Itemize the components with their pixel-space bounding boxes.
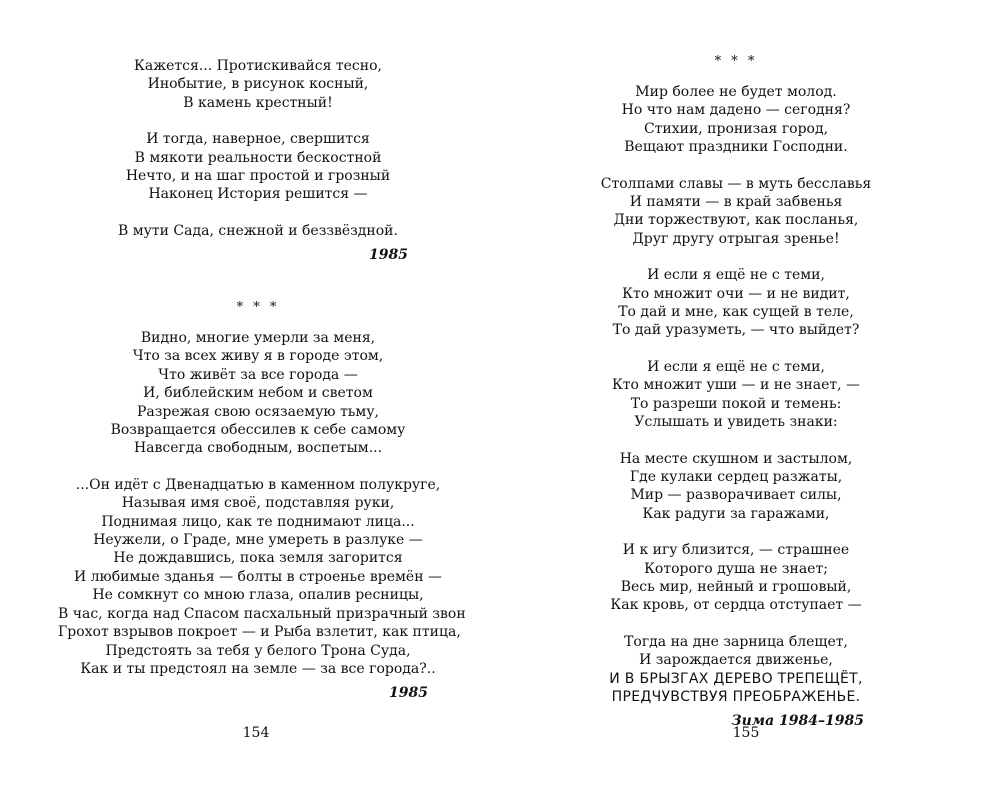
poem-line: То дай уразуметь, — что выйдет? <box>612 322 860 339</box>
page-number: 154 <box>242 725 270 741</box>
poem-line: Возвращается обессилев к себе самому <box>110 422 406 439</box>
poem-line: Неужели, о Граде, мне умереть в разлуке — <box>93 532 423 549</box>
poem-line: Как радуги за гаражами, <box>642 505 830 522</box>
stanza <box>586 633 886 707</box>
poem-line: Как и ты предстоял на земле — за все города?.. <box>80 660 436 677</box>
poem-line: Которого душа не знает; <box>644 560 828 577</box>
poem-date: Зима 1984–1985 <box>731 713 864 730</box>
poem-line: Называя имя своё, подставляя руки, <box>121 495 395 512</box>
poem-line: То разреши покой и темень: <box>630 395 842 412</box>
poem-line: На месте скушном и застылом, <box>619 450 853 467</box>
poem-line: Друг другу отрыгая зренье! <box>632 230 840 247</box>
poem-line: ...Он идёт с Двенадцатью в каменном полукруге, <box>75 476 441 493</box>
poem-line: Кто множит уши — и не знает, — <box>611 377 861 394</box>
poem-line: В час, когда над Спасом пасхальный призрачный звон <box>58 605 466 622</box>
poem-line-caps: ПРЕДЧУВСТВУЯ ПРЕОБРАЖЕНЬЕ. <box>611 688 861 705</box>
stanza <box>586 450 886 524</box>
poem-line: Предстоять за тебя у белого Трона Суда, <box>105 642 411 659</box>
stanza <box>58 476 466 678</box>
poem-line: Что живёт за все города — <box>158 366 358 383</box>
poem-line: Услышать и увидеть знаки: <box>634 414 838 431</box>
stanza <box>108 130 408 204</box>
stanza <box>586 541 886 615</box>
poem-line: И если я ещё не с теми, <box>647 358 825 375</box>
poem-line: Поднимая лицо, как те поднимают лица... <box>101 513 415 530</box>
stanza <box>108 222 408 240</box>
poem-line: Стихии, пронизая город, <box>643 120 829 137</box>
poem-date: 1985 <box>389 685 428 702</box>
poem-line: И к игу близится, — страшнее <box>622 542 850 559</box>
poem-line: В мякоти реальности бескостной <box>134 149 382 166</box>
poem <box>586 53 886 730</box>
poem-line: Грохот взрывов покроет — и Рыба взлетит, как птица, <box>58 624 461 641</box>
poem-line: В камень крестный! <box>183 94 333 111</box>
poem-line: Видно, многие умерли за меня, <box>140 330 376 346</box>
poem-line: Инобытие, в рисунок косный, <box>147 76 369 93</box>
poem-line: Не дождавшись, пока земля загорится <box>113 550 403 567</box>
poem-line: И если я ещё не с теми, <box>647 267 825 284</box>
poem-line: Тогда на дне зарница блещет, <box>624 633 848 650</box>
poem-line: И памяти — в край забвенья <box>629 194 843 211</box>
poem-line: В мути Сада, снежной и беззвёздной. <box>118 222 398 239</box>
poem-line: Столпами славы — в муть бесславья <box>600 175 872 192</box>
poem-line: Навсегда свободным, воспетым... <box>133 440 383 457</box>
poem-line: Не сомкнут со мною глаза, опалив ресницы, <box>92 587 424 604</box>
poem-line: Как кровь, от сердца отступает — <box>610 597 862 614</box>
poem-line: Мир более не будет молод. <box>635 84 837 100</box>
section-separator: * * * <box>236 300 280 315</box>
poem-line: Где кулаки сердец разжаты, <box>629 468 843 485</box>
poem-line: Весь мир, нейный и грошовый, <box>620 578 852 595</box>
poem-line: И тогда, наверное, свершится <box>146 131 370 148</box>
stanza <box>58 329 458 458</box>
poem-line: И зарождается движенье, <box>639 652 833 669</box>
stanza <box>586 266 886 340</box>
poem-line: Но что нам дадено — сегодня? <box>621 102 851 119</box>
poem-date: 1985 <box>369 247 408 264</box>
poem-line-caps: И В БРЫЗГАХ ДЕРЕВО ТРЕПЕЩЁТ, <box>609 670 863 687</box>
right-page <box>500 0 1000 800</box>
stanza <box>586 175 886 249</box>
poem-line: Вещают праздники Господни. <box>624 139 848 156</box>
poem-line: И любимые зданья — болты в строенье времён — <box>73 568 442 585</box>
poem-line: И, библейским небом и светом <box>143 385 373 402</box>
poem-line: Что за всех живу я в городе этом, <box>132 348 384 365</box>
poem-line: Нечто, и на шаг простой и грозный <box>125 168 391 185</box>
stanza <box>586 358 886 432</box>
poem-line: Кто множит очи — и не видит, <box>622 285 850 302</box>
poem-line: Мир — разворачивает силы, <box>630 487 842 504</box>
poem-continuation <box>108 57 408 264</box>
stanza <box>586 83 886 157</box>
poem-line: Наконец История решится — <box>148 186 368 203</box>
poem-line: Дни торжествуют, как посланья, <box>613 212 859 229</box>
poem-line: Кажется... Протискивайся тесно, <box>134 58 382 74</box>
poem-line: Разрежая свою осязаемую тьму, <box>136 403 380 420</box>
poem <box>58 299 466 702</box>
poem-line: То дай и мне, как сущей в теле, <box>618 304 854 321</box>
stanza <box>108 57 408 112</box>
page-number: 155 <box>732 725 760 741</box>
section-separator: * * * <box>714 54 758 69</box>
